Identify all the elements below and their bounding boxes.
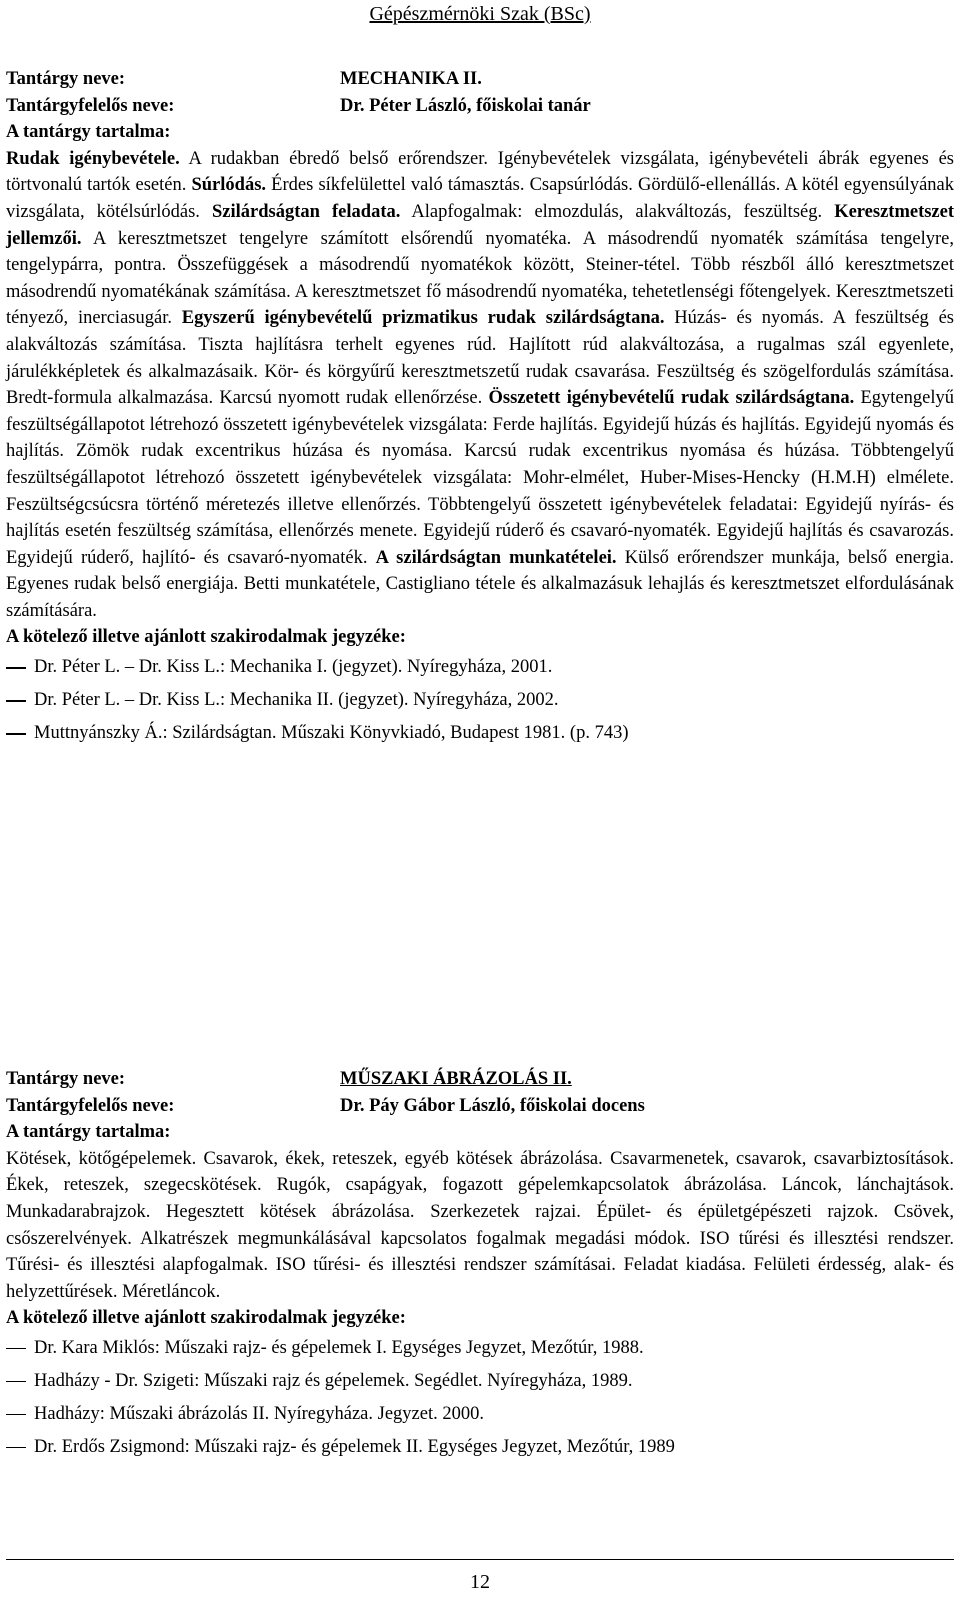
refs-label-row [6,1305,954,1332]
dash-bullet-icon [6,667,26,669]
header-title: Gépészmérnöki Szak (BSc) [369,3,591,25]
content-text: Külső erőrendszer munkája, belső energia. Egyenes rudak belső energiája. Betti munkatétele, Castigliano tétele és alkalmazásuk lehajlás és keresztmetszet elfordulásának számítására. [6,547,954,621]
reference-list [6,1332,954,1464]
content-text: Kötések, kötőgépelemek. Csavarok, ékek, reteszek, egyéb kötések ábrázolása. Csavarmenetek, csavarok, csavarbiztosítások. Ékek, reteszek, szegecskötések. Rugók, csapágyak, fogazott gépelemkapcsolatok ábrázolása. Láncok, lánchajtások. Munkadarabrajzok. Hegesztett kötések ábrázolása. Szerkezetek rajzai. Épület- és épületgépészeti rajzok. Csövek, csőszerelvények. Alkatrészek megmunkálásával kapcsolatos fogalmak megadási módok. ISO tűrési és illesztési rendszer. Tűrési- és illesztési alapfogalmak. ISO tűrési- és illesztési rendszer számításai. Feladat kiadása. Felületi érdesség, alak- és helyzettűrések. Méretláncok. [6,1148,954,1302]
responsible-label: Tantárgyfelelős neve: [6,95,175,116]
content-heading: Súrlódás. [191,175,267,196]
reference-text: Hadházy - Dr. Szigeti: Műszaki rajz és gépelemek. Segédlet. Nyíregyháza, 1989. [34,1370,633,1391]
responsible-label: Tantárgyfelelős neve: [6,1095,175,1116]
content-label: A tantárgy tartalma: [6,1122,171,1143]
subject-value: MECHANIKA II. [340,69,482,89]
reference-item [6,684,954,717]
dash-bullet-icon [6,733,26,735]
responsible-value: Dr. Péter László, főiskolai tanár [340,95,591,116]
reference-text: Dr. Péter L. – Dr. Kiss L.: Mechanika II. (jegyzet). Nyíregyháza, 2002. [34,690,559,711]
subject-label: Tantárgy neve: [6,1069,126,1089]
subject-row [6,1066,954,1093]
content-label-row [6,119,954,146]
content-heading: Keresztmetszet jellemzői. [6,201,955,249]
dash-bullet-icon [6,700,26,702]
dash-bullet-icon [6,1414,26,1416]
content-paragraph [6,146,954,625]
dash-bullet-icon [6,1348,26,1350]
content-text: A rudakban ébredő belső erőrendszer. Igénybevételek vizsgálata, igénybevételi ábrák egyenes és törtvonalú tartók esetén. [6,148,954,196]
reference-text: Hadházy: Műszaki ábrázolás II. Nyíregyháza. Jegyzet. 2000. [34,1403,484,1424]
content-text: Húzás- és nyomás. A feszültség és alakváltozás számítása. Tiszta hajlításra terhelt egyenes rúd. Hajlított rúd alakváltozása, a rugalmas szál egyenlete, járulékképletek és alkalmazásaik. Kör- és körgyűrű keresztmetszetű rudak csavarása. Feszültség és szögelfordulás számítása. Bredt-formula alkalmazása. Karcsú nyomott rudak ellenőrzése. [6,308,954,409]
footer-divider [6,1559,954,1560]
reference-item [6,651,954,684]
refs-label-row [6,624,954,651]
course-section-mechanika [6,66,954,750]
reference-text: Dr. Erdős Zsigmond: Műszaki rajz- és gépelemek II. Egységes Jegyzet, Mezőtúr, 1989 [34,1436,675,1457]
reference-item [6,1365,954,1398]
page-header [0,0,960,28]
dash-bullet-icon [6,1381,26,1383]
responsible-value: Dr. Páy Gábor László, főiskolai docens [340,1095,645,1116]
reference-text: Muttnyánszky Á.: Szilárdságtan. Műszaki Könyvkiadó, Budapest 1981. (p. 743) [34,723,629,744]
reference-list [6,651,954,750]
refs-label: A kötelező illetve ajánlott szakirodalmak jegyzéke: [6,1308,406,1329]
subject-label: Tantárgy neve: [6,69,126,89]
content-paragraph [6,1146,954,1306]
content-text: A keresztmetszet tengelyre számított elsőrendű nyomatéka. A másodrendű nyomaték számítása tengelyre, tengelypárra, pontra. Összefüggések a másodrendű nyomatékok között, Steiner-tétel. Több részből álló keresztmetszet másodrendű nyomatékának számítása. A keresztmetszet fő másodrendű nyomatéka, tehetetlenségi főtengelyek. Keresztmetszeti tényező, inerciasugár. [6,228,954,329]
content-text: Alapfogalmak: elmozdulás, alakváltozás, feszültség. [400,201,835,222]
responsible-row [6,1093,954,1120]
subject-row [6,66,954,93]
content-heading: Szilárdságtan feladata. [212,201,401,222]
reference-item [6,1431,954,1464]
content-heading: Egyszerű igénybevételű prizmatikus rudak szilárdságtana. [181,308,665,329]
content-heading: Összetett igénybevételű rudak szilárdságtana. [488,388,855,409]
reference-text: Dr. Péter L. – Dr. Kiss L.: Mechanika I. (jegyzet). Nyíregyháza, 2001. [34,657,553,678]
content-label: A tantárgy tartalma: [6,122,171,143]
content-heading: A szilárdságtan munkatételei. [375,547,617,568]
subject-value: MŰSZAKI ÁBRÁZOLÁS II. [340,1069,572,1089]
reference-item [6,1398,954,1431]
page-number: 12 [470,1571,490,1593]
course-section-muszaki-abrazolas [6,1066,954,1464]
content-label-row [6,1119,954,1146]
content-heading: Rudak igénybevétele. [6,148,180,169]
dash-bullet-icon [6,1447,26,1449]
reference-item [6,717,954,750]
content-text: Egytengelyű feszültségállapotot létrehozó összetett igénybevételek vizsgálata: Ferde hajlítás. Egyidejű húzás és hajlítás. Egyidejű nyomás és hajlítás. Zömök rudak excentrikus húzása és nyomása. Karcsú rudak excentrikus nyomása és húzása. Többtengelyű feszültségállapotot létrehozó összetett igénybevételek vizsgálata: Mohr-elmélet, Huber-Mises-Hencky (H.M.H) elmélete. Feszültségcsúcsra történő méretezés illetve ellenőrzés. Többtengelyű összetett igénybevételek feladatai: Egyidejű nyírás- és hajlítás esetén feszültség számítása, ellenőrzés menete. Egyidejű rúderő és csavaró-nyomaték. Egyidejű hajlítás és csavarozás. Egyidejű rúderő, hajlító- és csavaró-nyomaték. [6,388,954,568]
refs-label: A kötelező illetve ajánlott szakirodalmak jegyzéke: [6,627,406,648]
reference-text: Dr. Kara Miklós: Műszaki rajz- és gépelemek I. Egységes Jegyzet, Mezőtúr, 1988. [34,1337,644,1358]
responsible-row [6,93,954,120]
reference-item [6,1332,954,1365]
content-text: Érdes síkfelülettel való támasztás. Csapsúrlódás. Gördülő-ellenállás. A kötél egyensúlyának vizsgálata, kötélsúrlódás. [6,175,954,222]
